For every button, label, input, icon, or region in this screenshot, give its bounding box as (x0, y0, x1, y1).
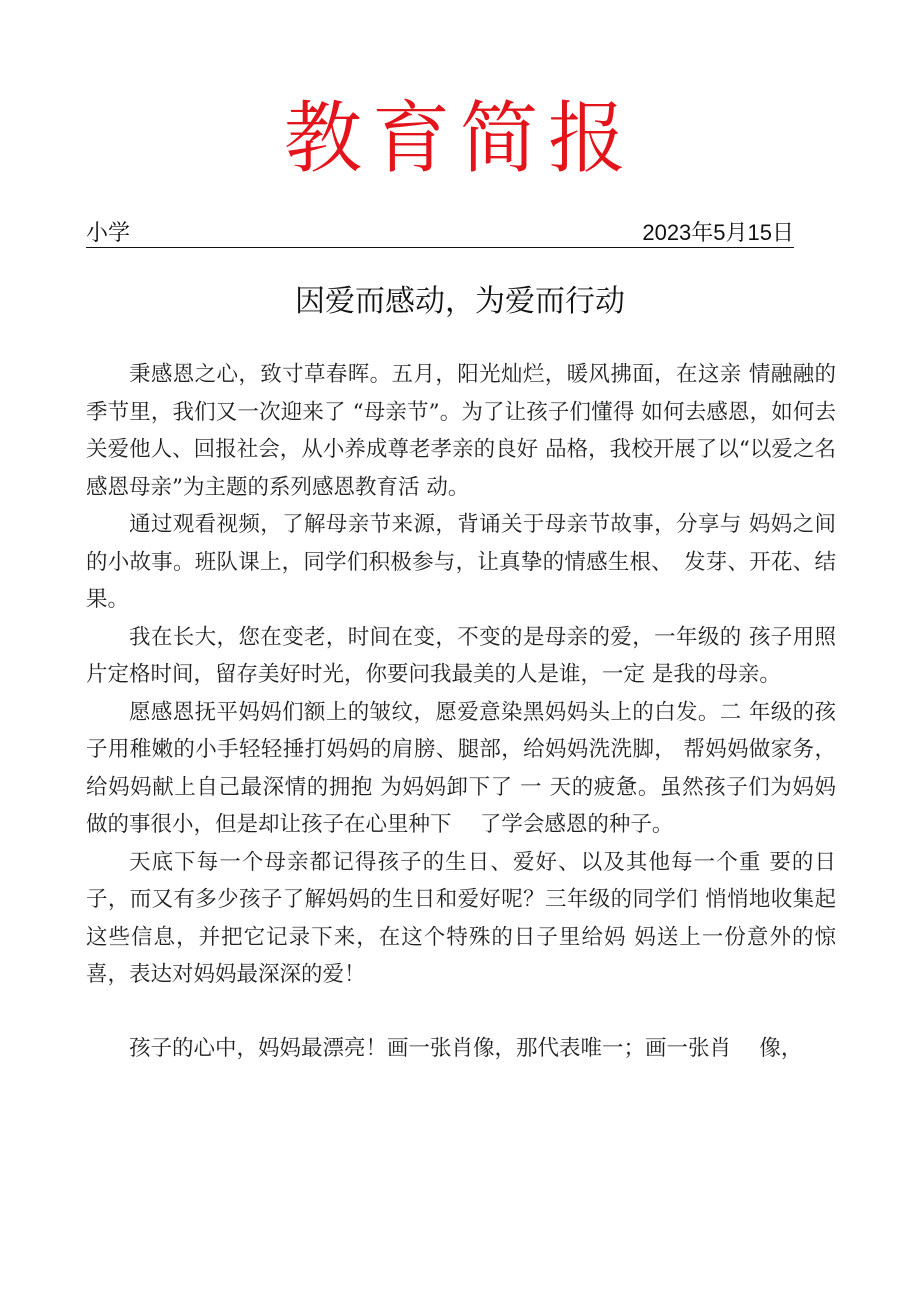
article-body (86, 356, 836, 1067)
article-title: 因爱而感动，为爱而行动 (295, 284, 625, 319)
paragraph: 愿感恩抚平妈妈们额上的皱纹，愿爱意染黑妈妈头上的白发。二 年级的孩子用稚嫩的小手轻轻捶打妈妈的肩膀、腿部，给妈妈洗洗脚， 帮妈妈做家务，给妈妈献上自己最深情的拥抱 为妈妈卸下了 一 天的疲惫。虽然孩子们为妈妈做的事很小，但是却让孩子在心里种下 了学会感恩的种子。 (86, 699, 836, 837)
paragraph: 孩子的心中，妈妈最漂亮！画一张肖像，那代表唯一；画一张肖 像， (129, 1035, 803, 1061)
paragraph: 秉感恩之心，致寸草春晖。五月，阳光灿烂，暖风拂面，在这亲 情融融的季节里，我们又一次迎来了 “母亲节”。为了让孩子们懂得 如何去感恩，如何去关爱他人、回报社会，从小养成尊老孝亲的良好 品格，我校开展了以“以爱之名感恩母亲”为主题的系列感恩教育活 动。 (86, 362, 836, 500)
paragraph: 我在长大，您在变老，时间在变，不变的是母亲的爱，一年级的 孩子用照片定格时间，留存美好时光，你要问我最美的人是谁，一定 是我的母亲。 (86, 624, 836, 687)
paragraph: 天底下每一个母亲都记得孩子的生日、爱好、以及其他每一个重 要的日子，而又有多少孩子了解妈妈的生日和爱好呢？三年级的同学们 悄悄地收集起这些信息，并把它记录下来，在这个特殊的日子里给妈 妈送上一份意外的惊喜，表达对妈妈最深深的爱！ (86, 849, 836, 987)
issue-info-line (86, 219, 794, 248)
school-name: 小学 (86, 220, 131, 245)
masthead-title: 教育简报 (283, 94, 636, 184)
issue-date: 2023年5月15日 (642, 220, 794, 245)
paragraph: 通过观看视频，了解母亲节来源，背诵关于母亲节故事，分享与 妈妈之间的小故事。班队课上，同学们积极参与，让真挚的情感生根、 发芽、开花、结果。 (86, 512, 836, 612)
